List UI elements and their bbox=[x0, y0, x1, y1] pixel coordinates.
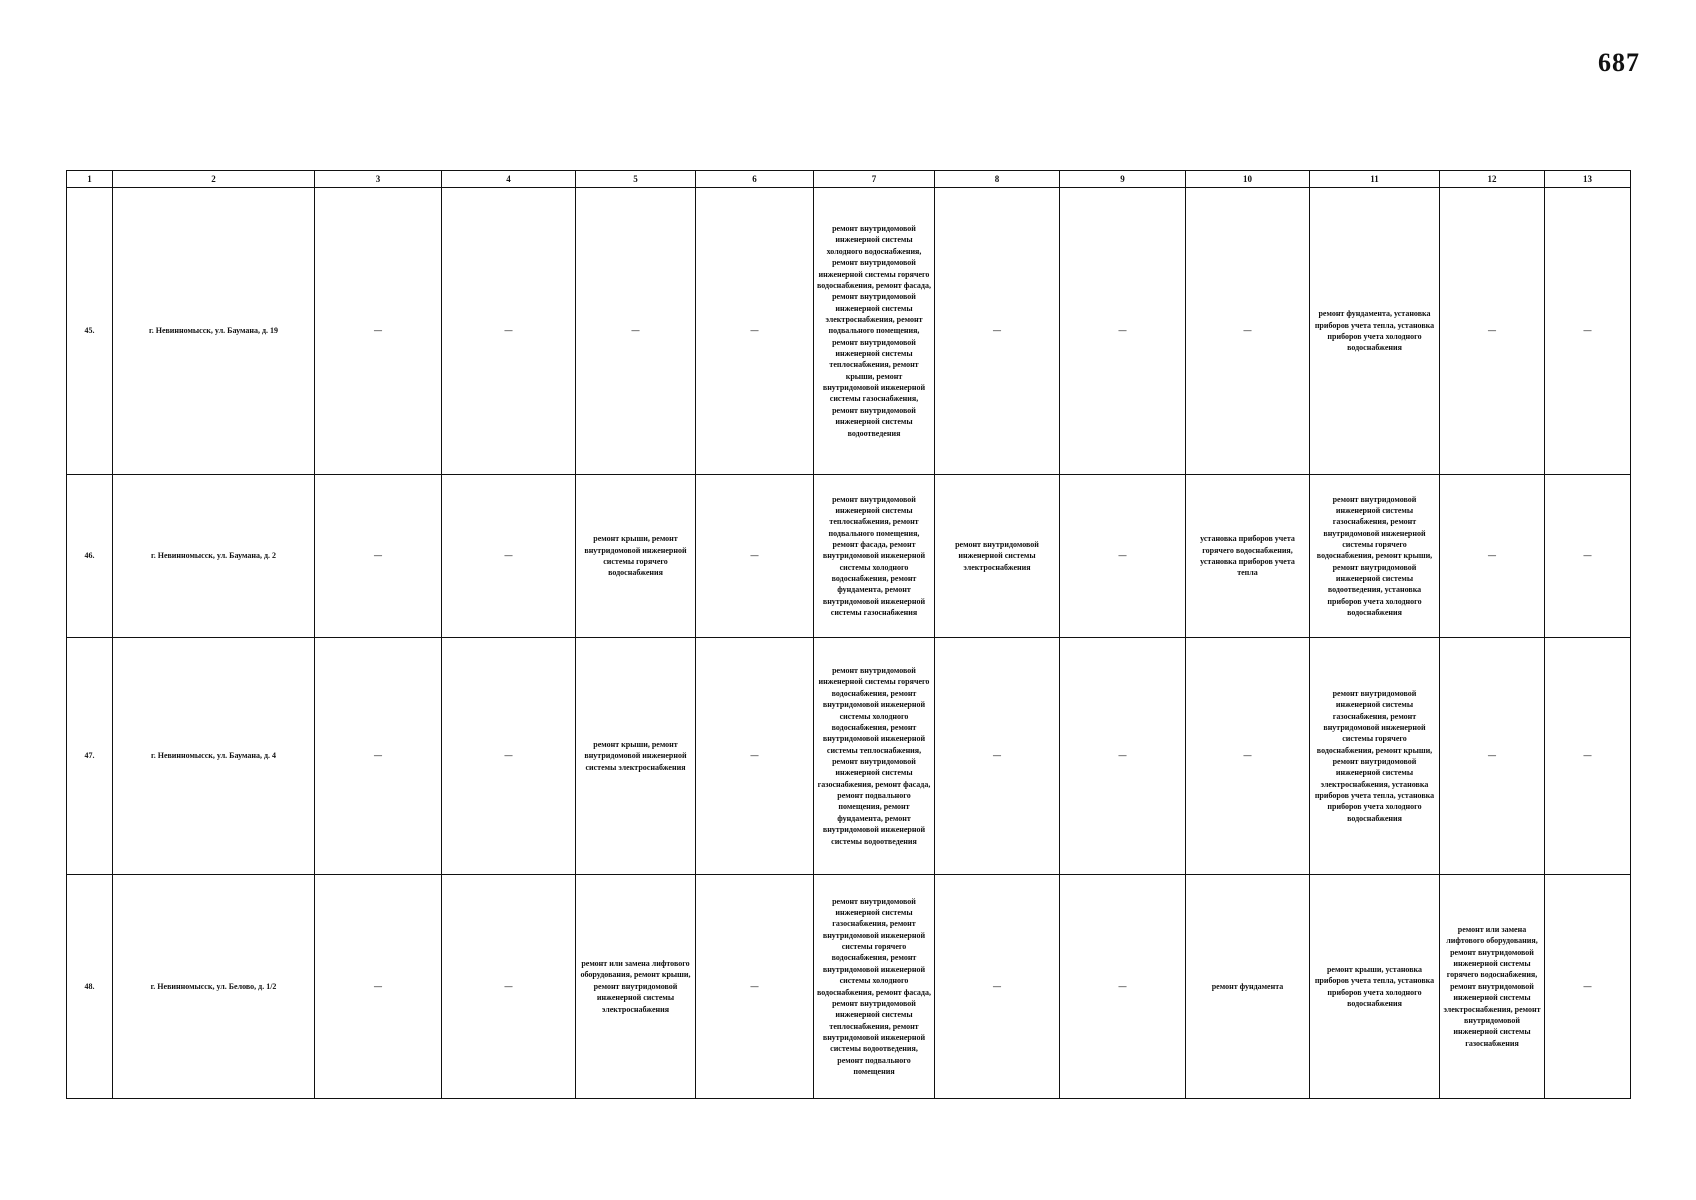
column-number-row bbox=[67, 171, 1631, 188]
cell-col-12: — bbox=[1440, 475, 1545, 638]
cell-col-6: — bbox=[696, 475, 814, 638]
cell-col-3: — bbox=[315, 875, 442, 1099]
cell-col-9: — bbox=[1060, 188, 1186, 475]
col-header-5: 5 bbox=[576, 171, 696, 188]
cell-col-12: ремонт или замена лифтового оборудования, ремонт внутридомовой инженерной системы горячего водоснабжения, ремонт внутридомовой инженерной системы электроснабжения, ремонт внутридомовой инженерной системы газоснабжения bbox=[1440, 875, 1545, 1099]
cell-col-5: — bbox=[576, 188, 696, 475]
cell-col-13: — bbox=[1545, 188, 1631, 475]
col-header-11: 11 bbox=[1310, 171, 1440, 188]
cell-col-10: ремонт фундамента bbox=[1186, 875, 1310, 1099]
cell-col-3: — bbox=[315, 638, 442, 875]
table-row bbox=[67, 475, 1631, 638]
row-address: г. Невинномысск, ул. Баумана, д. 19 bbox=[113, 188, 315, 475]
col-header-1: 1 bbox=[67, 171, 113, 188]
cell-col-8: — bbox=[935, 188, 1060, 475]
table-row bbox=[67, 875, 1631, 1099]
cell-col-6: — bbox=[696, 638, 814, 875]
table-row bbox=[67, 638, 1631, 875]
cell-col-13: — bbox=[1545, 475, 1631, 638]
cell-col-9: — bbox=[1060, 875, 1186, 1099]
cell-col-4: — bbox=[442, 638, 576, 875]
cell-col-11: ремонт внутридомовой инженерной системы газоснабжения, ремонт внутридомовой инженерной системы горячего водоснабжения, ремонт крыши, ремонт внутридомовой инженерной системы водоотведения, установка приборов учета холодного водоснабжения bbox=[1310, 475, 1440, 638]
row-number: 48. bbox=[67, 875, 113, 1099]
page-number: 687 bbox=[1598, 48, 1640, 77]
col-header-7: 7 bbox=[814, 171, 935, 188]
row-number: 45. bbox=[67, 188, 113, 475]
cell-col-12: — bbox=[1440, 638, 1545, 875]
cell-col-6: — bbox=[696, 875, 814, 1099]
cell-col-7: ремонт внутридомовой инженерной системы теплоснабжения, ремонт подвального помещения, ремонт фасада, ремонт внутридомовой инженерной системы холодного водоснабжения, ремонт фундамента, ремонт внутридомовой инженерной системы газоснабжения bbox=[814, 475, 935, 638]
cell-col-5: ремонт или замена лифтового оборудования, ремонт крыши, ремонт внутридомовой инженерной системы электроснабжения bbox=[576, 875, 696, 1099]
col-header-10: 10 bbox=[1186, 171, 1310, 188]
table-row bbox=[67, 188, 1631, 475]
cell-col-12: — bbox=[1440, 188, 1545, 475]
cell-col-4: — bbox=[442, 875, 576, 1099]
row-address: г. Невинномысск, ул. Белово, д. 1/2 bbox=[113, 875, 315, 1099]
cell-col-10: — bbox=[1186, 188, 1310, 475]
col-header-4: 4 bbox=[442, 171, 576, 188]
row-address: г. Невинномысск, ул. Баумана, д. 2 bbox=[113, 475, 315, 638]
cell-col-7: ремонт внутридомовой инженерной системы газоснабжения, ремонт внутридомовой инженерной системы горячего водоснабжения, ремонт внутридомовой инженерной системы холодного водоснабжения, ремонт фасада, ремонт внутридомовой инженерной системы теплоснабжения, ремонт внутридомовой инженерной системы водоотведения, ремонт подвального помещения bbox=[814, 875, 935, 1099]
col-header-12: 12 bbox=[1440, 171, 1545, 188]
cell-col-11: ремонт крыши, установка приборов учета тепла, установка приборов учета холодного водоснабжения bbox=[1310, 875, 1440, 1099]
cell-col-8: ремонт внутридомовой инженерной системы электроснабжения bbox=[935, 475, 1060, 638]
row-number: 47. bbox=[67, 638, 113, 875]
cell-col-9: — bbox=[1060, 475, 1186, 638]
cell-col-6: — bbox=[696, 188, 814, 475]
cell-col-7: ремонт внутридомовой инженерной системы горячего водоснабжения, ремонт внутридомовой инженерной системы холодного водоснабжения, ремонт внутридомовой инженерной системы теплоснабжения, ремонт внутридомовой инженерной системы газоснабжения, ремонт фасада, ремонт подвального помещения, ремонт фундамента, ремонт внутридомовой инженерной системы водоотведения bbox=[814, 638, 935, 875]
cell-col-4: — bbox=[442, 188, 576, 475]
col-header-2: 2 bbox=[113, 171, 315, 188]
cell-col-8: — bbox=[935, 875, 1060, 1099]
cell-col-10: установка приборов учета горячего водоснабжения, установка приборов учета тепла bbox=[1186, 475, 1310, 638]
col-header-6: 6 bbox=[696, 171, 814, 188]
col-header-13: 13 bbox=[1545, 171, 1631, 188]
row-address: г. Невинномысск, ул. Баумана, д. 4 bbox=[113, 638, 315, 875]
cell-col-5: ремонт крыши, ремонт внутридомовой инженерной системы горячего водоснабжения bbox=[576, 475, 696, 638]
repair-plan-table bbox=[66, 170, 1631, 1099]
col-header-8: 8 bbox=[935, 171, 1060, 188]
cell-col-9: — bbox=[1060, 638, 1186, 875]
cell-col-11: ремонт внутридомовой инженерной системы газоснабжения, ремонт внутридомовой инженерной системы горячего водоснабжения, ремонт крыши, ремонт внутридомовой инженерной системы электроснабжения, установка приборов учета тепла, установка приборов учета холодного водоснабжения bbox=[1310, 638, 1440, 875]
cell-col-13: — bbox=[1545, 638, 1631, 875]
cell-col-8: — bbox=[935, 638, 1060, 875]
cell-col-4: — bbox=[442, 475, 576, 638]
col-header-9: 9 bbox=[1060, 171, 1186, 188]
cell-col-3: — bbox=[315, 475, 442, 638]
col-header-3: 3 bbox=[315, 171, 442, 188]
cell-col-10: — bbox=[1186, 638, 1310, 875]
cell-col-7: ремонт внутридомовой инженерной системы холодного водоснабжения, ремонт внутридомовой инженерной системы горячего водоснабжения, ремонт фасада, ремонт внутридомовой инженерной системы электроснабжения, ремонт подвального помещения, ремонт внутридомовой инженерной системы теплоснабжения, ремонт крыши, ремонт внутридомовой инженерной системы газоснабжения, ремонт внутридомовой инженерной системы водоотведения bbox=[814, 188, 935, 475]
cell-col-3: — bbox=[315, 188, 442, 475]
row-number: 46. bbox=[67, 475, 113, 638]
cell-col-5: ремонт крыши, ремонт внутридомовой инженерной системы электроснабжения bbox=[576, 638, 696, 875]
cell-col-13: — bbox=[1545, 875, 1631, 1099]
cell-col-11: ремонт фундамента, установка приборов учета тепла, установка приборов учета холодного водоснабжения bbox=[1310, 188, 1440, 475]
